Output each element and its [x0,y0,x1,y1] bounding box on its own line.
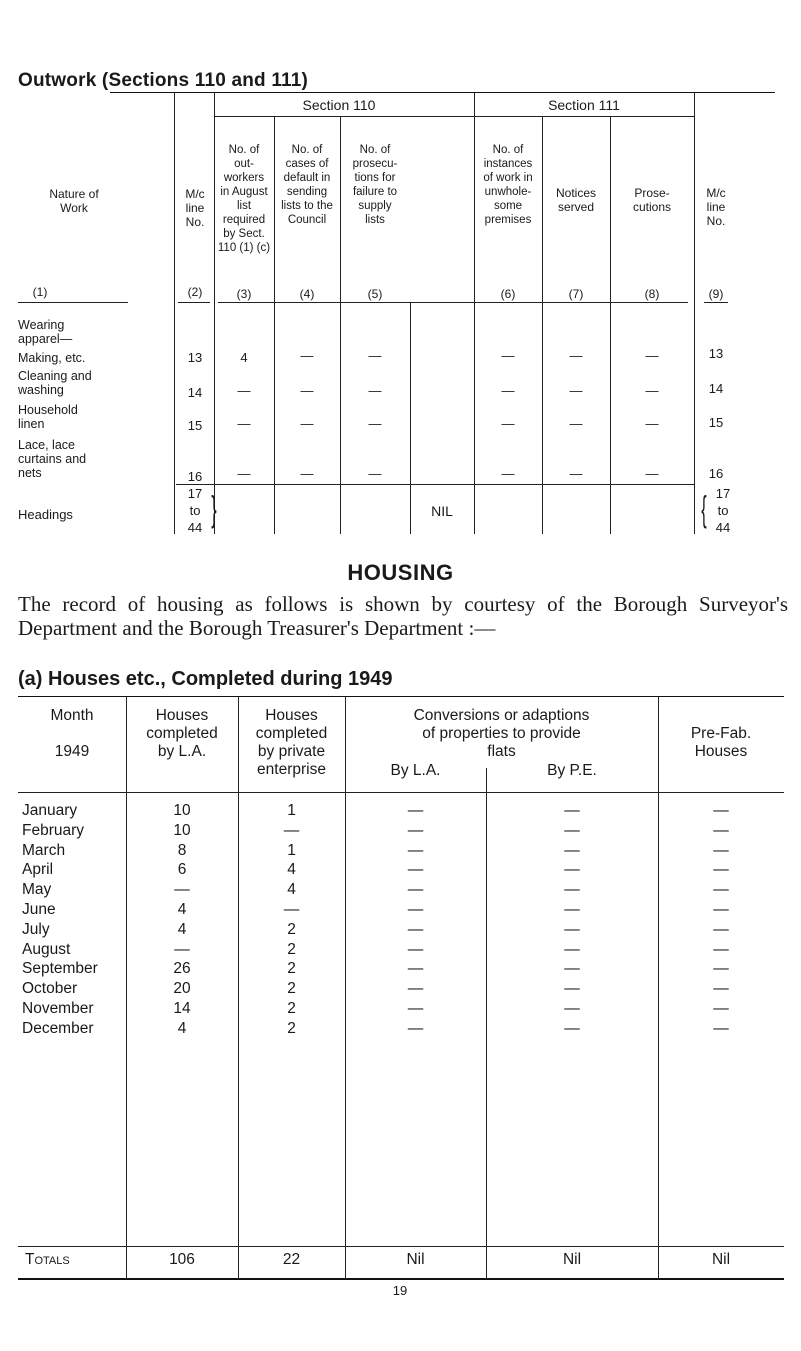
header-conv-by-pe: By P.E. [547,762,597,779]
housing-subheading: (a) Houses etc., Completed during 1949 [18,668,393,690]
row-month: August [22,941,71,958]
vline [174,92,175,302]
totals-private: 22 [282,1251,301,1268]
row-linen-c9: 15 [708,415,724,430]
row-prefab: — [713,960,729,977]
row-la: 10 [173,822,191,839]
row-conv-la: — [407,921,424,938]
row-cleaning-c7: — [569,383,583,398]
row-making-c9: 13 [708,346,724,361]
row-month: November [22,1000,94,1017]
row-la: 20 [173,980,191,997]
header-rule [218,302,688,303]
row-private: 2 [287,921,296,938]
housing-paragraph: The record of housing as follows is shown by courtesy of the Borough Surveyor's Department and the Borough Treasurer's Department :— [18,592,788,640]
row-label-cleaning: Cleaning and washing [18,369,92,397]
page-number: 19 [392,1283,408,1298]
row-private: 2 [287,960,296,977]
headings-line-to: 44 [187,520,203,535]
headings-nil: NIL [431,503,453,519]
row-cleaning-c4: — [300,383,314,398]
row-prefab: — [713,980,729,997]
row-private: 2 [287,1000,296,1017]
headings-line-to-word-2: to [717,503,729,518]
headings-line-to-word: to [189,503,201,518]
totals-prefab: Nil [711,1251,731,1268]
row-private: 1 [287,802,296,819]
row-prefab: — [713,802,729,819]
header-conversions: Conversions or adaptions of properties to provide flats [413,707,590,760]
row-linen-line: 15 [187,418,203,433]
col-num-5: (5) [367,287,383,301]
row-private: 1 [287,842,296,859]
row-month: January [22,802,78,819]
row-month: December [22,1020,94,1037]
row-conv-pe: — [564,921,580,938]
housing-bottom-rule [18,1278,784,1280]
row-la: 26 [173,960,191,977]
housing-top-rule [18,696,784,697]
row-conv-pe: — [564,1000,580,1017]
header-rule [704,302,728,303]
row-month: October [22,980,78,997]
vline [174,302,175,534]
row-lace-c7: — [569,466,583,481]
row-conv-la: — [407,822,424,839]
row-conv-la: — [407,881,424,898]
row-making-c8: — [645,348,659,363]
outwork-top-rule [110,92,775,93]
header-mc-line-no-2: M/c line No. [706,186,726,228]
totals-conv-pe: Nil [562,1251,582,1268]
row-la: 8 [177,842,187,859]
header-instances: No. of instances of work in unwhole- some premises [483,144,533,226]
row-linen-c5: — [368,416,382,431]
header-houses-by-la: Houses completed by L.A. [146,707,218,760]
row-conv-la: — [407,1020,424,1037]
row-month: July [22,921,50,938]
row-lace-c9: 16 [708,466,724,481]
row-cleaning-c8: — [645,383,659,398]
row-making-line: 13 [187,350,203,365]
row-private: 2 [287,980,296,997]
header-nature-of-work: Nature of Work [49,187,99,215]
row-making-c3: 4 [240,350,248,365]
row-prefab: — [713,901,729,918]
row-conv-pe: — [564,980,580,997]
row-month: May [22,881,52,898]
row-conv-pe: — [564,861,580,878]
row-label-lace: Lace, lace curtains and nets [18,438,87,480]
housing-heading: HOUSING [347,560,454,585]
row-conv-pe: — [564,1020,580,1037]
row-lace-c8: — [645,466,659,481]
brace-left-icon: } [211,488,217,529]
header-notices-served: Notices served [555,186,596,214]
housing-totals-rule [18,1246,784,1247]
row-making-c4: — [300,348,314,363]
col-num-6: (6) [500,287,516,301]
col-num-9: (9) [708,287,724,301]
header-rule [178,302,210,303]
row-la: 10 [173,802,191,819]
row-private: — [283,822,300,839]
row-prefab: — [713,941,729,958]
row-conv-pe: — [564,941,580,958]
row-conv-la: — [407,842,424,859]
row-prefab: — [713,1020,729,1037]
col-num-1: (1) [32,285,48,299]
row-conv-pe: — [564,881,580,898]
row-conv-la: — [407,941,424,958]
row-month: April [22,861,54,878]
row-prefab: — [713,842,729,859]
totals-label: Totals [25,1251,70,1268]
group-label-wearing-apparel: Wearing apparel— [18,318,73,346]
row-cleaning-line: 14 [187,385,203,400]
header-prosecutions: No. of prosecu- tions for failure to supply lists [352,144,398,226]
section-110-label: Section 110 [302,97,376,113]
col-num-3: (3) [236,287,252,301]
row-private: 2 [287,1020,296,1037]
row-conv-la: — [407,1000,424,1017]
header-month-1949: Month 1949 [50,707,94,760]
totals-la: 106 [169,1251,195,1268]
row-making-c5: — [368,348,382,363]
row-cleaning-c9: 14 [708,381,724,396]
row-cleaning-c6: — [501,383,515,398]
brace-right-icon: { [701,488,707,529]
row-month: June [22,901,56,918]
section-rule [214,116,694,117]
row-conv-pe: — [564,960,580,977]
row-conv-pe: — [564,842,580,859]
row-month: February [22,822,85,839]
row-prefab: — [713,1000,729,1017]
headings-line-to-2: 44 [715,520,731,535]
header-houses-private: Houses completed by private enterprise [255,707,328,778]
row-making-c6: — [501,348,515,363]
row-cleaning-c3: — [237,383,251,398]
col-num-8: (8) [644,287,660,301]
row-lace-c6: — [501,466,515,481]
row-conv-la: — [407,960,424,977]
header-cases-of-default: No. of cases of default in sending lists to the Council [281,144,333,226]
header-prose-cutions: Prose- cutions [632,186,672,214]
row-conv-pe: — [564,901,580,918]
row-la: — [174,881,190,898]
row-linen-c4: — [300,416,314,431]
row-linen-c6: — [501,416,515,431]
row-la: — [174,941,190,958]
row-linen-c8: — [645,416,659,431]
header-prefab: Pre-Fab. Houses [690,725,752,760]
row-prefab: — [713,881,729,898]
row-rule [176,484,694,485]
header-conv-by-la: By L.A. [390,762,441,779]
row-private: 2 [287,941,296,958]
row-conv-la: — [407,901,424,918]
row-la: 4 [177,921,187,938]
header-outworkers: No. of out- workers in August list required by Sect. 110 (1) (c) [217,144,271,254]
row-lace-c4: — [300,466,314,481]
totals-conv-la: Nil [406,1251,425,1268]
row-lace-line: 16 [187,469,203,484]
row-prefab: — [713,861,729,878]
headings-line-from-2: 17 [715,486,731,501]
row-la: 4 [177,901,187,918]
row-lace-c3: — [237,466,251,481]
section-111-label: Section 111 [548,97,620,113]
row-linen-c7: — [569,416,583,431]
row-conv-la: — [407,802,424,819]
row-month: September [22,960,98,977]
vline [410,302,411,534]
row-private: — [283,901,300,918]
row-prefab: — [713,822,729,839]
row-month: March [22,842,66,859]
row-conv-pe: — [564,822,580,839]
row-linen-c3: — [237,416,251,431]
row-conv-la: — [407,980,424,997]
row-la: 4 [177,1020,187,1037]
row-conv-pe: — [564,802,580,819]
row-private: 4 [287,861,296,878]
col-num-4: (4) [299,287,315,301]
row-label-household-linen: Household linen [18,403,78,431]
header-rule [18,302,128,303]
housing-header-rule [18,792,784,793]
outwork-title: Outwork (Sections 110 and 111) [18,70,309,91]
col-num-7: (7) [568,287,584,301]
header-mc-line-no: M/c line No. [185,187,205,229]
col-num-2: (2) [187,285,203,299]
row-label-headings: Headings [18,507,73,522]
row-conv-la: — [407,861,424,878]
headings-line-from: 17 [187,486,203,501]
row-la: 14 [173,1000,191,1017]
row-la: 6 [177,861,187,878]
row-private: 4 [287,881,296,898]
row-prefab: — [713,921,729,938]
row-cleaning-c5: — [368,383,382,398]
row-label-making: Making, etc. [18,351,86,365]
row-making-c7: — [569,348,583,363]
row-lace-c5: — [368,466,382,481]
